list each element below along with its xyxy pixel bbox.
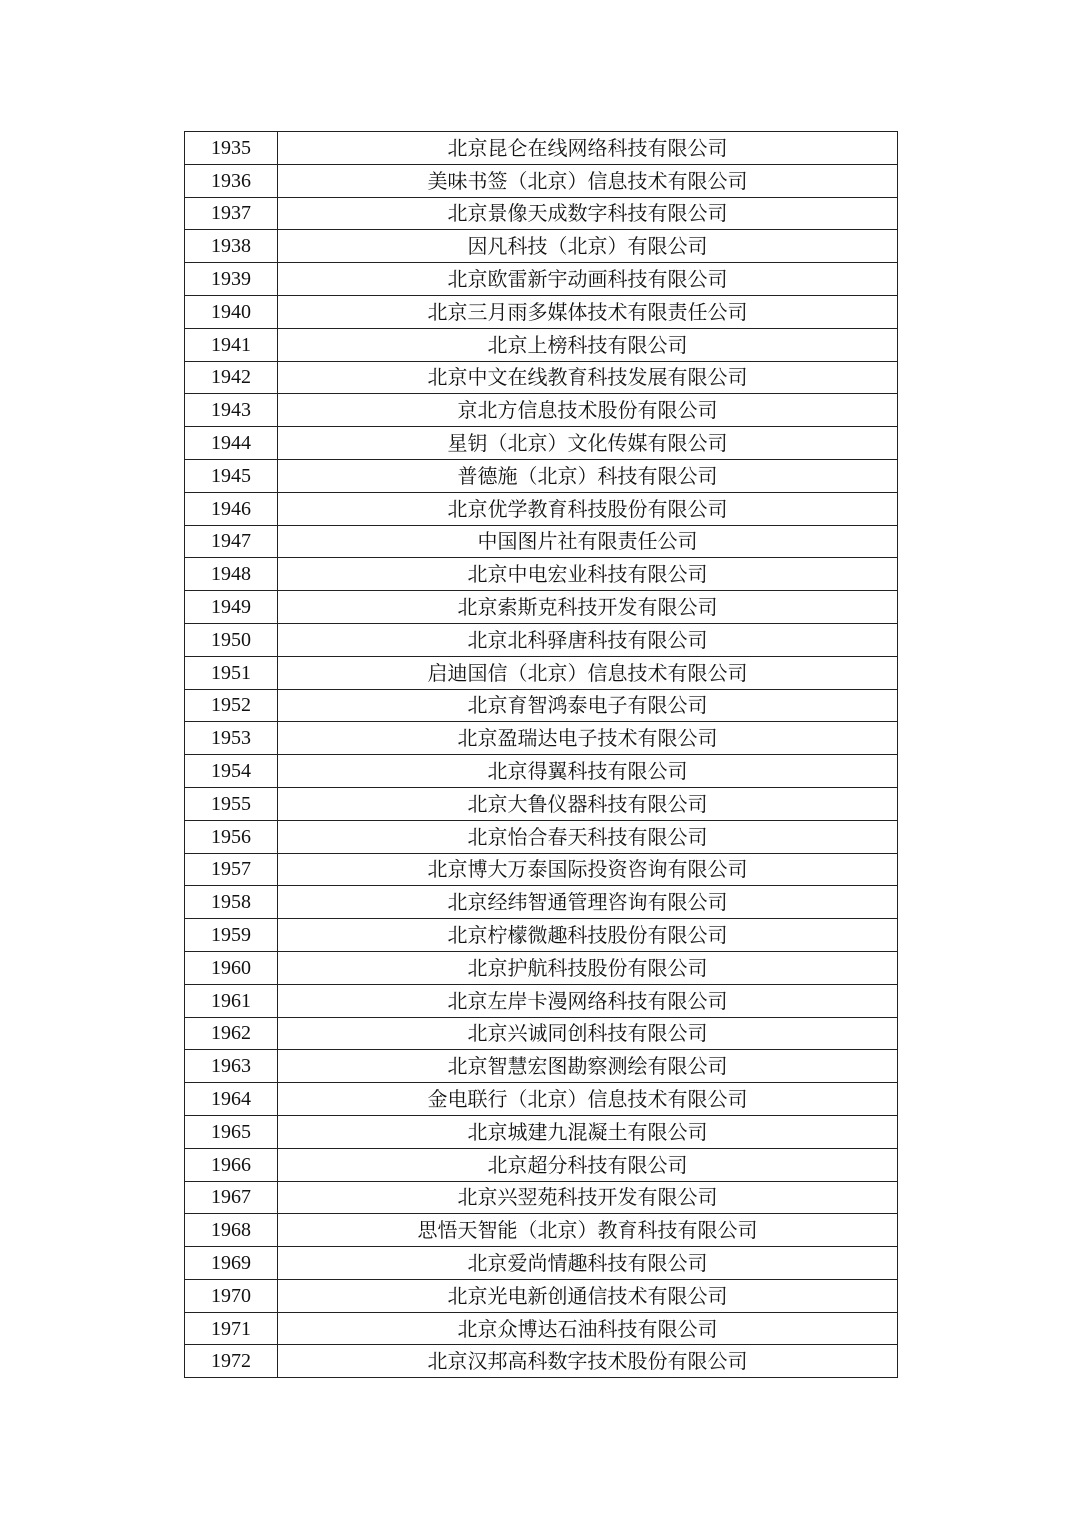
company-name-cell: 北京超分科技有限公司 (278, 1148, 898, 1181)
table-row (185, 1214, 898, 1247)
row-number-cell: 1948 (185, 558, 278, 591)
company-name-cell: 北京大鲁仪器科技有限公司 (278, 787, 898, 820)
company-name-cell: 美味书签（北京）信息技术有限公司 (278, 164, 898, 197)
company-name-cell: 北京兴翌苑科技开发有限公司 (278, 1181, 898, 1214)
row-number-cell: 1961 (185, 984, 278, 1017)
table-row (185, 1247, 898, 1280)
company-name-cell: 星钥（北京）文化传媒有限公司 (278, 427, 898, 460)
company-list-table (184, 131, 898, 1378)
row-number-cell: 1972 (185, 1345, 278, 1378)
table-row (185, 623, 898, 656)
row-number-cell: 1969 (185, 1247, 278, 1280)
row-number-cell: 1965 (185, 1115, 278, 1148)
company-name-cell: 北京博大万泰国际投资咨询有限公司 (278, 853, 898, 886)
table-row (185, 689, 898, 722)
row-number-cell: 1959 (185, 919, 278, 952)
row-number-cell: 1936 (185, 164, 278, 197)
table-body (185, 132, 898, 1378)
company-name-cell: 北京得翼科技有限公司 (278, 755, 898, 788)
company-name-cell: 北京上榜科技有限公司 (278, 328, 898, 361)
table-row (185, 591, 898, 624)
row-number-cell: 1966 (185, 1148, 278, 1181)
row-number-cell: 1967 (185, 1181, 278, 1214)
company-name-cell: 北京中文在线教育科技发展有限公司 (278, 361, 898, 394)
company-name-cell: 北京盈瑞达电子技术有限公司 (278, 722, 898, 755)
row-number-cell: 1935 (185, 132, 278, 165)
table-row (185, 853, 898, 886)
table-row (185, 1148, 898, 1181)
company-name-cell: 北京昆仑在线网络科技有限公司 (278, 132, 898, 165)
company-name-cell: 北京众博达石油科技有限公司 (278, 1312, 898, 1345)
table-row (185, 525, 898, 558)
row-number-cell: 1957 (185, 853, 278, 886)
company-name-cell: 北京护航科技股份有限公司 (278, 951, 898, 984)
row-number-cell: 1955 (185, 787, 278, 820)
company-name-cell: 北京汉邦高科数字技术股份有限公司 (278, 1345, 898, 1378)
table-row (185, 951, 898, 984)
row-number-cell: 1940 (185, 295, 278, 328)
row-number-cell: 1971 (185, 1312, 278, 1345)
row-number-cell: 1958 (185, 886, 278, 919)
table-row (185, 886, 898, 919)
company-name-cell: 北京中电宏业科技有限公司 (278, 558, 898, 591)
company-name-cell: 启迪国信（北京）信息技术有限公司 (278, 656, 898, 689)
table-row (185, 1050, 898, 1083)
row-number-cell: 1960 (185, 951, 278, 984)
table-row (185, 755, 898, 788)
table-row (185, 328, 898, 361)
table-row (185, 722, 898, 755)
row-number-cell: 1943 (185, 394, 278, 427)
row-number-cell: 1944 (185, 427, 278, 460)
company-name-cell: 北京景像天成数字科技有限公司 (278, 197, 898, 230)
table-row (185, 132, 898, 165)
company-name-cell: 京北方信息技术股份有限公司 (278, 394, 898, 427)
row-number-cell: 1950 (185, 623, 278, 656)
company-name-cell: 北京光电新创通信技术有限公司 (278, 1279, 898, 1312)
table-row (185, 230, 898, 263)
company-name-cell: 北京欧雷新宇动画科技有限公司 (278, 263, 898, 296)
company-name-cell: 北京左岸卡漫网络科技有限公司 (278, 984, 898, 1017)
table-row (185, 459, 898, 492)
company-name-cell: 普德施（北京）科技有限公司 (278, 459, 898, 492)
table-row (185, 263, 898, 296)
table-row (185, 820, 898, 853)
table-row (185, 1345, 898, 1378)
company-name-cell: 北京城建九混凝土有限公司 (278, 1115, 898, 1148)
table-row (185, 1115, 898, 1148)
company-name-cell: 北京优学教育科技股份有限公司 (278, 492, 898, 525)
row-number-cell: 1963 (185, 1050, 278, 1083)
table-row (185, 558, 898, 591)
row-number-cell: 1954 (185, 755, 278, 788)
company-name-cell: 金电联行（北京）信息技术有限公司 (278, 1083, 898, 1116)
row-number-cell: 1947 (185, 525, 278, 558)
table-row (185, 361, 898, 394)
row-number-cell: 1938 (185, 230, 278, 263)
table-row (185, 787, 898, 820)
company-name-cell: 北京智慧宏图勘察测绘有限公司 (278, 1050, 898, 1083)
table-row (185, 919, 898, 952)
row-number-cell: 1945 (185, 459, 278, 492)
company-name-cell: 北京三月雨多媒体技术有限责任公司 (278, 295, 898, 328)
row-number-cell: 1956 (185, 820, 278, 853)
row-number-cell: 1941 (185, 328, 278, 361)
table-row (185, 1017, 898, 1050)
table-row (185, 295, 898, 328)
table-row (185, 164, 898, 197)
company-name-cell: 北京怡合春天科技有限公司 (278, 820, 898, 853)
table-row (185, 1279, 898, 1312)
company-name-cell: 北京柠檬微趣科技股份有限公司 (278, 919, 898, 952)
company-name-cell: 思悟天智能（北京）教育科技有限公司 (278, 1214, 898, 1247)
table-row (185, 1181, 898, 1214)
table-row (185, 394, 898, 427)
row-number-cell: 1968 (185, 1214, 278, 1247)
table-row (185, 427, 898, 460)
table-row (185, 1312, 898, 1345)
row-number-cell: 1953 (185, 722, 278, 755)
company-name-cell: 因凡科技（北京）有限公司 (278, 230, 898, 263)
table-row (185, 984, 898, 1017)
row-number-cell: 1939 (185, 263, 278, 296)
table-row (185, 656, 898, 689)
company-name-cell: 北京北科驿唐科技有限公司 (278, 623, 898, 656)
table-row (185, 1083, 898, 1116)
company-name-cell: 北京育智鸿泰电子有限公司 (278, 689, 898, 722)
row-number-cell: 1949 (185, 591, 278, 624)
row-number-cell: 1946 (185, 492, 278, 525)
row-number-cell: 1942 (185, 361, 278, 394)
row-number-cell: 1937 (185, 197, 278, 230)
company-name-cell: 北京爱尚情趣科技有限公司 (278, 1247, 898, 1280)
row-number-cell: 1962 (185, 1017, 278, 1050)
company-name-cell: 北京索斯克科技开发有限公司 (278, 591, 898, 624)
table-row (185, 197, 898, 230)
row-number-cell: 1952 (185, 689, 278, 722)
table-row (185, 492, 898, 525)
row-number-cell: 1964 (185, 1083, 278, 1116)
company-name-cell: 中国图片社有限责任公司 (278, 525, 898, 558)
row-number-cell: 1951 (185, 656, 278, 689)
company-name-cell: 北京经纬智通管理咨询有限公司 (278, 886, 898, 919)
company-name-cell: 北京兴诚同创科技有限公司 (278, 1017, 898, 1050)
row-number-cell: 1970 (185, 1279, 278, 1312)
